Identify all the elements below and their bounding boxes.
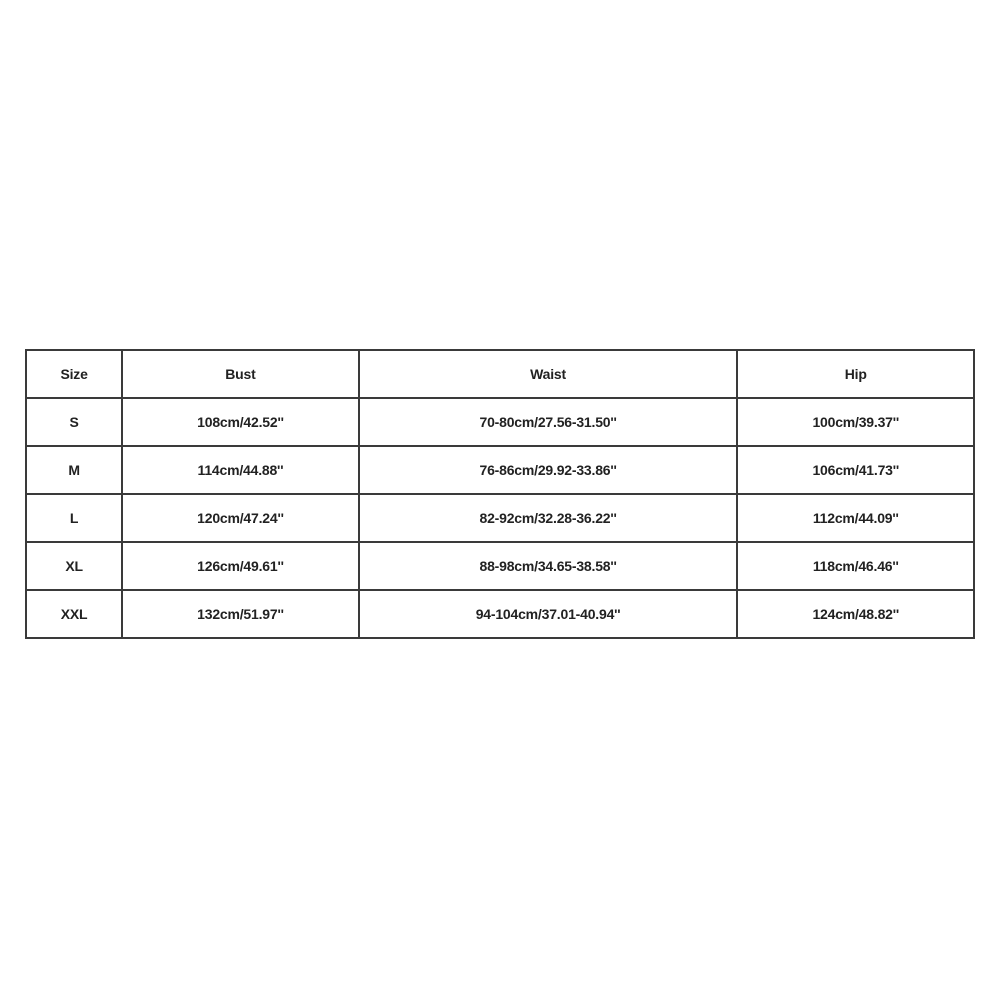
- table-row: [26, 494, 974, 542]
- bust-cell: 126cm/49.61'': [122, 542, 358, 590]
- table-header-row: [26, 350, 974, 398]
- waist-cell: 88-98cm/34.65-38.58'': [359, 542, 738, 590]
- hip-cell: 112cm/44.09'': [737, 494, 974, 542]
- waist-cell: 82-92cm/32.28-36.22'': [359, 494, 738, 542]
- bust-cell: 120cm/47.24'': [122, 494, 358, 542]
- hip-cell: 100cm/39.37'': [737, 398, 974, 446]
- size-cell: S: [26, 398, 122, 446]
- bust-cell: 108cm/42.52'': [122, 398, 358, 446]
- hip-cell: 118cm/46.46'': [737, 542, 974, 590]
- table-row: [26, 590, 974, 638]
- hip-cell: 124cm/48.82'': [737, 590, 974, 638]
- header-waist: Waist: [359, 350, 738, 398]
- size-cell: M: [26, 446, 122, 494]
- size-cell: XXL: [26, 590, 122, 638]
- bust-cell: 114cm/44.88'': [122, 446, 358, 494]
- table-row: [26, 446, 974, 494]
- waist-cell: 70-80cm/27.56-31.50'': [359, 398, 738, 446]
- size-cell: XL: [26, 542, 122, 590]
- size-chart-table: [25, 349, 975, 639]
- table-row: [26, 398, 974, 446]
- hip-cell: 106cm/41.73'': [737, 446, 974, 494]
- waist-cell: 76-86cm/29.92-33.86'': [359, 446, 738, 494]
- header-hip: Hip: [737, 350, 974, 398]
- waist-cell: 94-104cm/37.01-40.94'': [359, 590, 738, 638]
- bust-cell: 132cm/51.97'': [122, 590, 358, 638]
- header-size: Size: [26, 350, 122, 398]
- size-cell: L: [26, 494, 122, 542]
- table-row: [26, 542, 974, 590]
- header-bust: Bust: [122, 350, 358, 398]
